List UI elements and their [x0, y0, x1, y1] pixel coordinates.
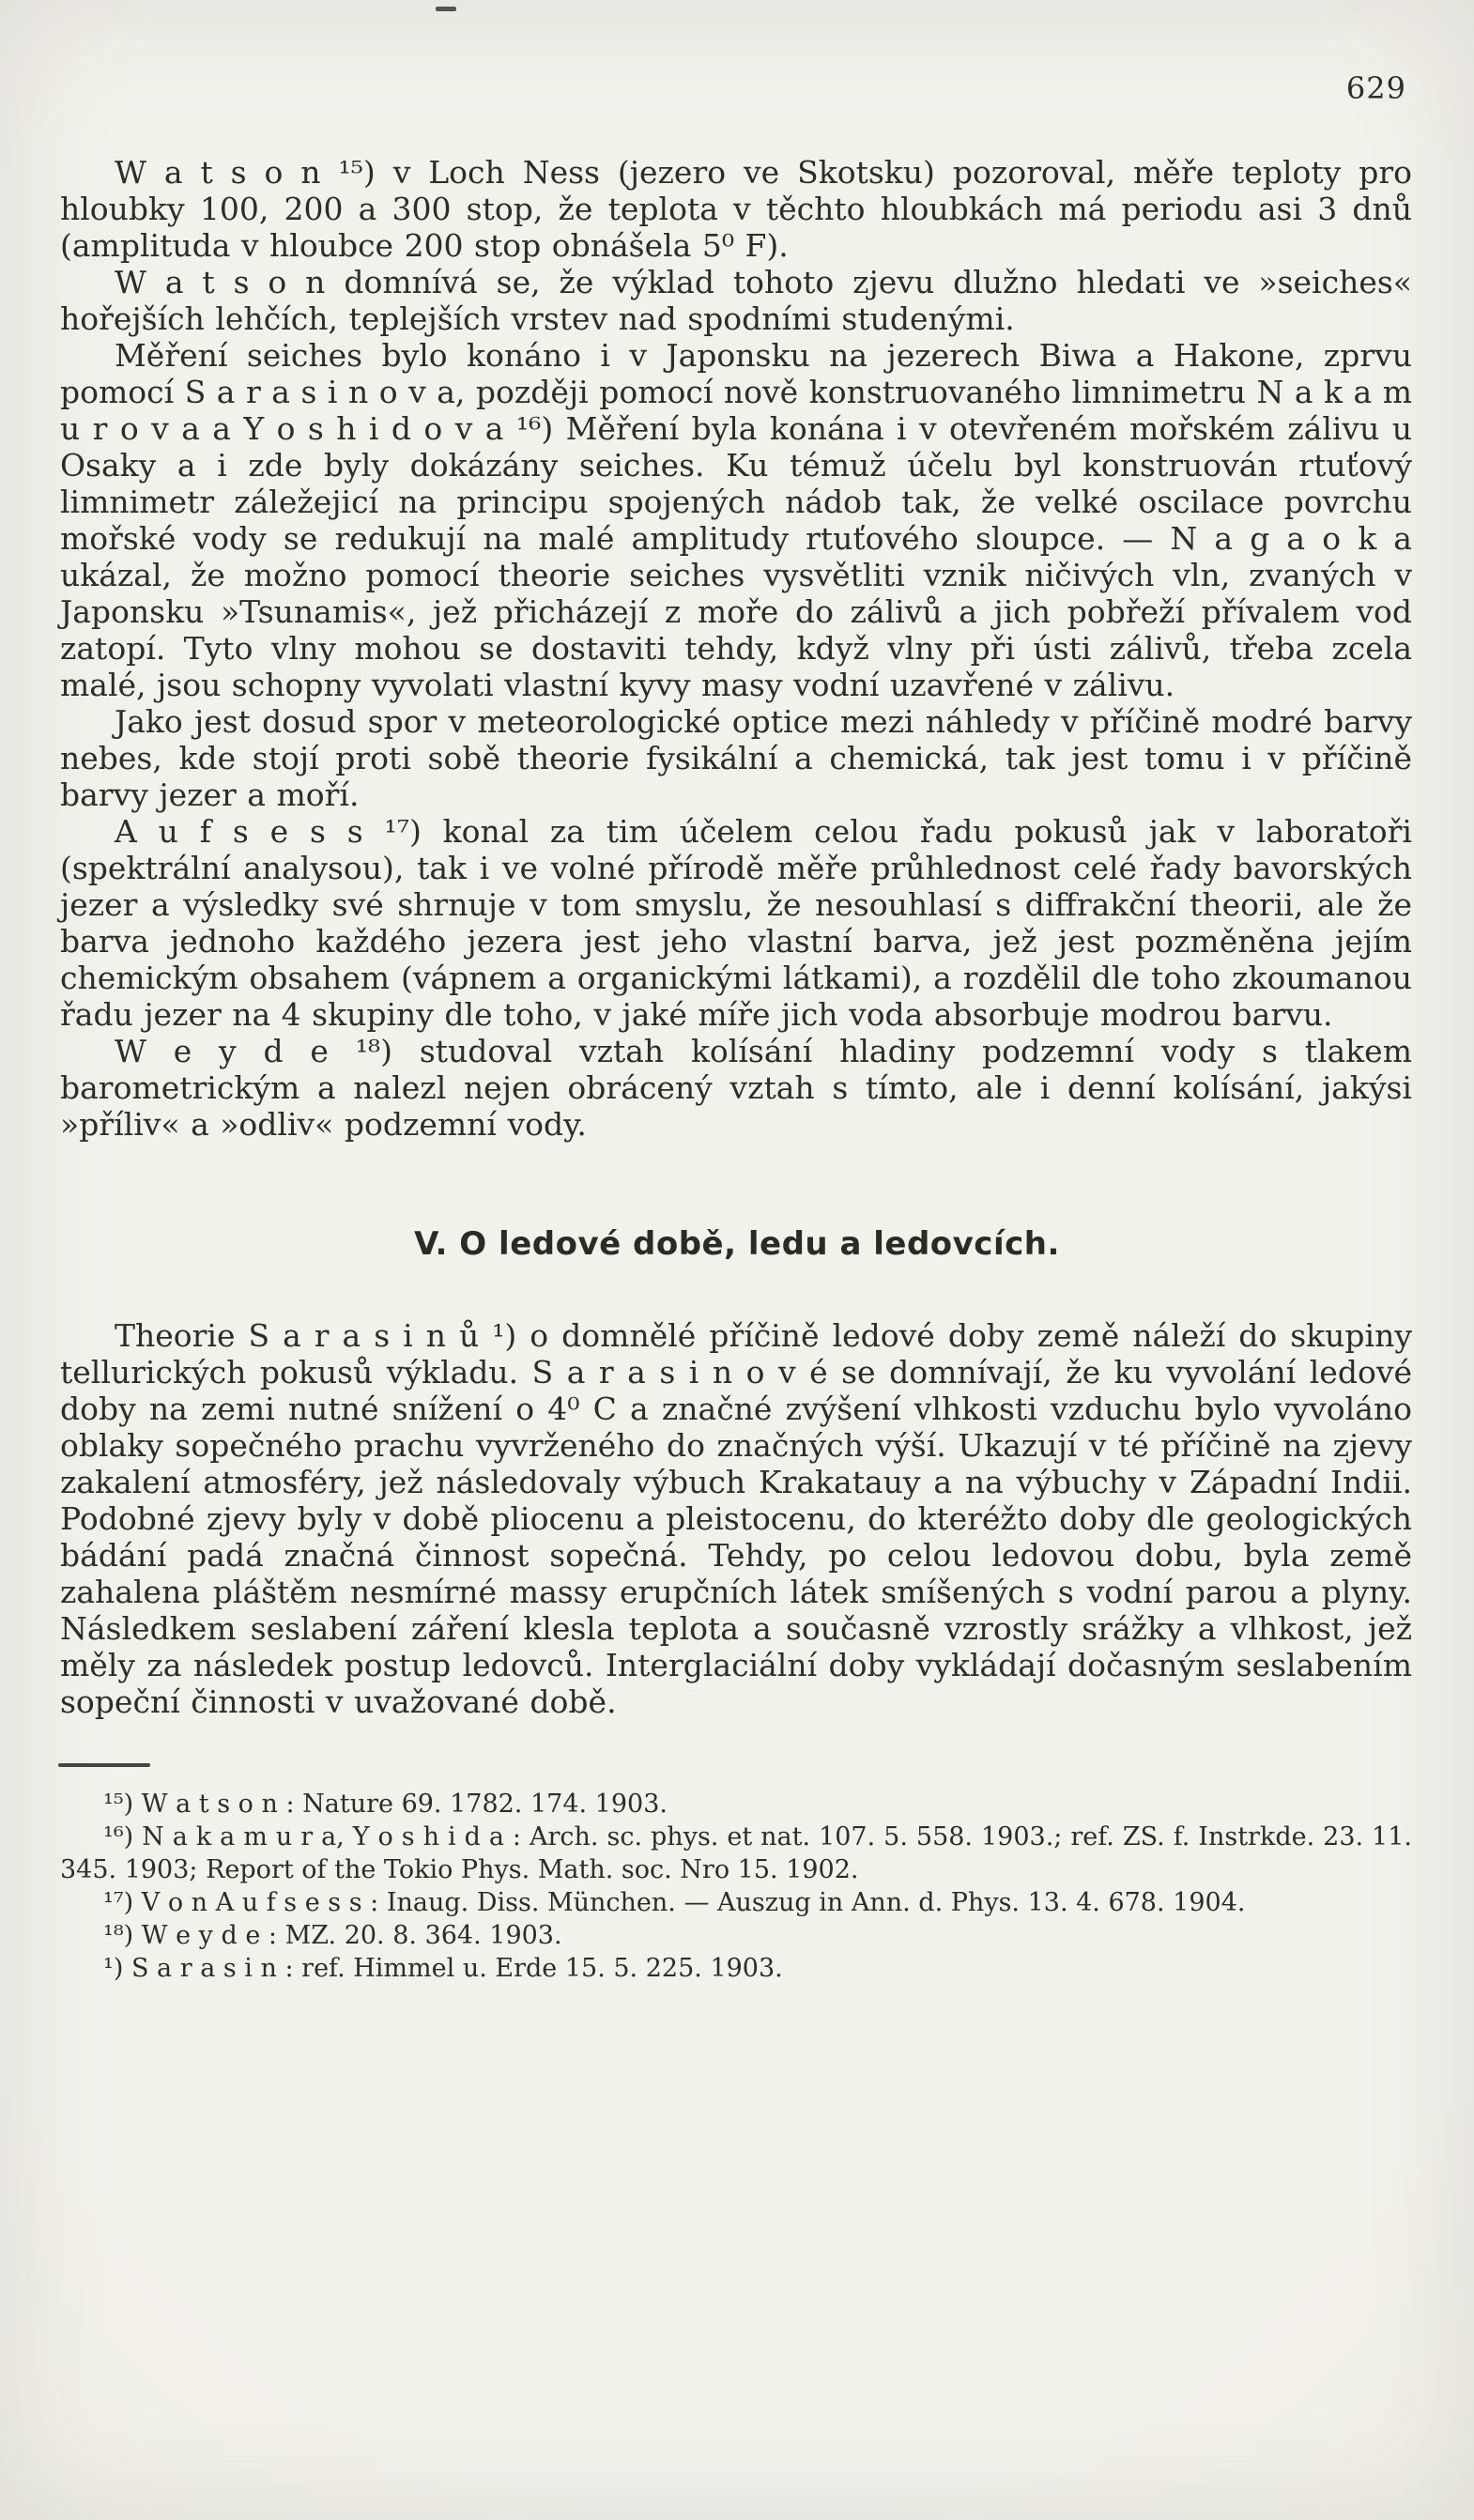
footnote: ¹⁷) V o n A u f s e s s : Inaug. Diss. München. — Auszug in Ann. d. Phys. 13. 4. 678. 1904.: [103, 1888, 1246, 1917]
footnote: ¹⁸) W e y d e : MZ. 20. 8. 364. 1903.: [103, 1921, 562, 1950]
footnote: ¹) S a r a s i n : ref. Himmel u. Erde 15. 5. 225. 1903.: [103, 1954, 783, 1983]
paragraph: W a t s o n domnívá se, že výklad tohoto zjevu dlužno hledati ve »seiches« hořejších lehčích, teplejších vrstev nad spodními studenými.: [60, 264, 1412, 337]
paragraph: Theorie S a r a s i n ů ¹) o domnělé příčině ledové doby země náleží do skupiny tellurických pokusů výkladu. S a r a s i n o v é se domnívají, že ku vyvolání ledové doby na zemi nutné snížení o 4⁰ C a značné zvýšení vlhkosti vzduchu bylo vyvoláno oblaky sopečného prachu vyvrženého do značných výší. Ukazují v té příčině na zjevy zakalení atmosféry, jež následovaly výbuch Krakatauy a na výbuchy v Západní Indii. Podobné zjevy byly v době pliocenu a pleistocenu, do kteréžto doby dle geologických bádání padá značná činnost sopečná. Tehdy, po celou ledovou dobu, byla země zahalena pláštěm nesmírné massy erupčních látek smíšených s vodní parou a plyny. Následkem seslabení záření klesla teplota a současně vzrostly srážky a vlhkost, jež měly za následek postup ledovců. Interglaciální doby vykládají dočasným seslabením sopeční činnosti v uvažované době.: [60, 1317, 1412, 1720]
scan-artifact-mark: [436, 7, 456, 11]
section-text-block: [60, 1317, 1412, 1720]
footnote: ¹⁵) W a t s o n : Nature 69. 1782. 174. 1903.: [103, 1790, 668, 1819]
paragraph: A u f s e s s ¹⁷) konal za tim účelem celou řadu pokusů jak v laboratoři (spektrální analysou), tak i ve volné přírodě měře průhlednost celé řady bavorských jezer a výsledky své shrnuje v tom smyslu, že nesouhlasí s diffrakční theorii, ale že barva jednoho každého jezera jest jeho vlastní barva, jež jest pozměněna jejím chemickým obsahem (vápnem a organickými látkami), a rozdělil dle toho zkoumanou řadu jezer na 4 skupiny dle toho, v jaké míře jich voda absorbuje modrou barvu.: [60, 813, 1412, 1033]
page-number: 629: [1345, 70, 1406, 106]
paragraph: W a t s o n ¹⁵) v Loch Ness (jezero ve Skotsku) pozoroval, měře teploty pro hloubky 100, 200 a 300 stop, že teplota v těchto hloubkách má periodu asi 3 dnů (amplituda v hloubce 200 stop obnášela 5⁰ F).: [60, 154, 1412, 264]
paragraph: Jako jest dosud spor v meteorologické optice mezi náhledy v příčině modré barvy nebes, kde stojí proti sobě theorie fysikální a chemická, tak jest tomu i v příčině barvy jezer a moří.: [60, 703, 1412, 813]
paragraph: Měření seiches bylo konáno i v Japonsku na jezerech Biwa a Hakone, zprvu pomocí S a r a s i n o v a, později pomocí nově konstruovaného limnimetru N a k a m u r o v a a Y o s h i d o v a ¹⁶) Měření byla konána i v otevřeném mořském zálivu u Osaky a i zde byly dokázány seiches. Ku témuž účelu byl konstruován rtuťový limnimetr záležejicí na principu spojených nádob tak, že velké oscilace povrchu mořské vody se redukují na malé amplitudy rtuťového sloupce. — N a g a o k a ukázal, že možno pomocí theorie seiches vysvětliti vznik ničivých vln, zvaných v Japonsku »Tsunamis«, jež přicházejí z moře do zálivů a jich pobřeží přívalem vod zatopí. Tyto vlny mohou se dostaviti tehdy, když vlny při ústi zálivů, třeba zcela malé, jsou schopny vyvolati vlastní kyvy masy vodní uzavřené v zálivu.: [60, 337, 1412, 703]
main-text-block: [60, 154, 1412, 1143]
footnotes-block: [60, 1788, 1412, 1985]
section-heading: V. O ledové době, ledu a ledovcích.: [414, 1225, 1060, 1263]
footnote: ¹⁶) N a k a m u r a, Y o s h i d a : Arch. sc. phys. et nat. 107. 5. 558. 1903.; ref. ZS. f. Instrkde. 23. 11. 345. 1903; Report of the Tokio Phys. Math. soc. Nro 15. 1902.: [60, 1822, 1412, 1884]
footnote-separator-rule: [58, 1763, 150, 1767]
paragraph: W e y d e ¹⁸) studoval vztah kolísání hladiny podzemní vody s tlakem barometrickým a nalezl nejen obrácený vztah s tímto, ale i denní kolísání, jakýsi »příliv« a »odliv« podzemní vody.: [60, 1033, 1412, 1143]
